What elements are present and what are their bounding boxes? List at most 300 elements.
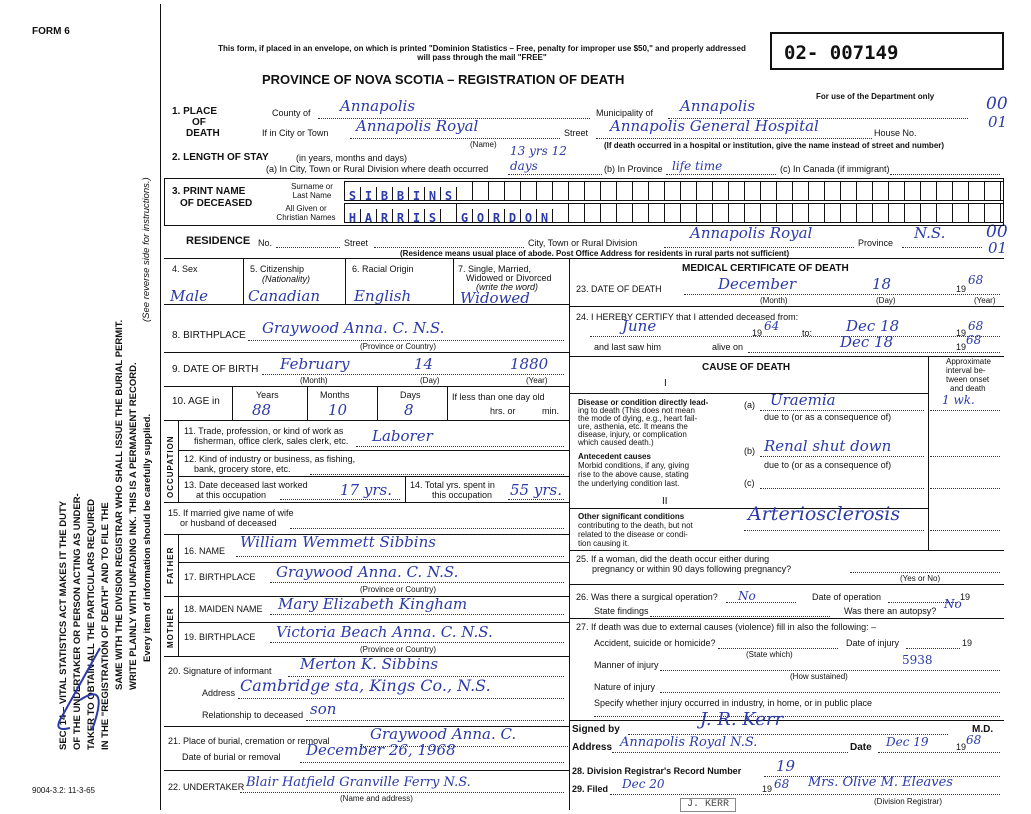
to-year-prefix: 19 (956, 328, 967, 338)
name-letter-cell: N (425, 187, 441, 201)
q25-label: pregnancy or within 90 days following pregnancy? (592, 564, 792, 574)
cond-label: which caused death.) (578, 438, 654, 447)
name-letter-cell (585, 204, 601, 222)
spouse-label: 15. If married give name of wife (168, 508, 294, 518)
name-letter-cell (505, 182, 521, 200)
name-letter-cell (937, 204, 953, 222)
mother-maiden-value: Mary Elizabeth Kingham (278, 595, 468, 613)
specify-label: Specify whether injury occurred in industry, in home, or in public place (594, 698, 872, 708)
stay-b-value: life time (672, 159, 723, 173)
margin-line (160, 4, 161, 810)
dob-month: February (280, 355, 350, 373)
years-label: Years (256, 390, 279, 400)
name-letter-cell (585, 182, 601, 200)
margin-text: (See reverse side for instructions.) (141, 177, 152, 322)
father-name-label: 16. NAME (184, 546, 226, 556)
relationship-label: Relationship to deceased (202, 710, 304, 720)
month-label: (Month) (760, 296, 788, 305)
margin-text: OF THE UNDERTAKER OR PERSON ACTING AS UNDER- (72, 493, 83, 750)
accident-label: Accident, suicide or homicide? (594, 638, 716, 648)
given-grid (344, 203, 1004, 223)
name-letter-cell (713, 182, 729, 200)
name-letter-cell (825, 204, 841, 222)
margin-text: IN THE "REGISTRATION OF DEATH" AND TO FILE THE (100, 502, 111, 750)
death-year-prefix: 19 (956, 284, 967, 294)
op-date-label: Date of operation (812, 592, 882, 602)
mail-notice: This form, if placed in an envelope, on which is printed "Dominion Statistics – Free, penalty for improper use $50," and properly addressed will pass through the mail "FREE" (218, 44, 746, 62)
name-letter-cell (809, 204, 825, 222)
mother-maiden-label: 18. MAIDEN NAME (184, 604, 263, 614)
name-letter-cell (633, 204, 649, 222)
name-letter-cell (841, 204, 857, 222)
autopsy-value: No (944, 597, 962, 611)
cond-label: the mode of dying, e.g., heart fail- (578, 414, 698, 423)
death-year: 68 (968, 273, 984, 287)
q13-label: 13. Date deceased last worked (184, 480, 308, 490)
name-letter-cell (617, 182, 633, 200)
birthplace-label: 8. BIRTHPLACE (172, 330, 246, 341)
father-birthplace-label: 17. BIRTHPLACE (184, 572, 256, 582)
cond-label: ing to death (This does not mean (578, 406, 695, 415)
op-year-prefix: 19 (960, 592, 971, 602)
doctor-address: Annapolis Royal N.S. (620, 735, 758, 750)
dept-code: 00 (986, 222, 1008, 242)
to-year: 68 (968, 319, 984, 333)
name-letter-cell: B (393, 187, 409, 201)
name-letter-cell (857, 182, 873, 200)
name-letter-cell: R (489, 209, 505, 223)
interval-a: 1 wk. (942, 393, 975, 407)
name-letter-cell: O (473, 209, 489, 223)
dept-code: 01 (988, 113, 1008, 131)
state-which-label: (State which) (746, 650, 793, 659)
residence-street-label: Street (344, 238, 369, 248)
other-label: Other significant conditions (578, 512, 685, 521)
marital-label: (write the word) (476, 282, 539, 292)
stay-a-label: (a) In City, Town or Rural Division where death occurred (266, 164, 489, 174)
q14-label: this occupation (432, 490, 493, 500)
municipality-label: Municipality of (596, 108, 654, 118)
name-letter-cell: I (409, 187, 425, 201)
name-letter-cell: R (377, 209, 393, 223)
manner-label: Manner of injury (594, 660, 659, 670)
name-letter-cell (553, 204, 569, 222)
q27-label: 27. If death was due to external causes (violence) fill in also the following: – (576, 622, 877, 632)
roman-ii: II (662, 496, 668, 507)
name-letter-cell (857, 204, 873, 222)
stay-label: 2. LENGTH OF STAY (172, 152, 269, 163)
name-letter-cell: N (537, 209, 553, 223)
name-letter-cell (697, 204, 713, 222)
name-letter-cell: D (505, 209, 521, 223)
signature-scribble (40, 640, 120, 740)
injury-year-prefix: 19 (962, 638, 973, 648)
name-letter-cell (649, 182, 665, 200)
name-letter-cell (681, 204, 697, 222)
surname-grid (344, 181, 1004, 201)
informant-address-label: Address (202, 688, 236, 698)
name-letter-cell (697, 182, 713, 200)
stay-a-value: 13 yrs 12 days (510, 144, 567, 173)
alive-on: Dec 18 (840, 333, 894, 351)
margin-text: WRITE PLAINLY WITH UNFADING INK. THIS IS A PERMANENT RECORD. (128, 362, 139, 690)
name-letter-cell (457, 182, 473, 200)
name-letter-cell (713, 204, 729, 222)
dept-use-label: For use of the Department only (816, 92, 935, 101)
name-letter-cell (761, 204, 777, 222)
mother-birthplace-sub: (Province or Country) (360, 645, 437, 654)
q13-label: at this occupation (196, 490, 267, 500)
residence-province-label: Province (858, 238, 894, 248)
other-label: related to the disease or condi- (578, 530, 688, 539)
registration-number: 02- 007149 (784, 42, 899, 64)
to-label: to: (802, 328, 813, 338)
interval-label: interval be- (946, 366, 986, 375)
interval-label: Approximate (946, 357, 991, 366)
last-saw-label: and last saw him (594, 342, 662, 352)
from-year-prefix: 19 (752, 328, 763, 338)
q11-label: 11. Trade, profession, or kind of work as (184, 426, 344, 436)
name-letter-cell (905, 204, 921, 222)
undertaker-label: 22. UNDERTAKER (168, 782, 245, 792)
name-letter-cell (985, 204, 1001, 222)
cause-c-label: (c) (744, 478, 755, 488)
day-label: (Day) (876, 296, 896, 305)
stay-b-label: (b) In Province (604, 164, 663, 174)
signed-year: 68 (966, 733, 982, 747)
name-letter-cell (777, 182, 793, 200)
name-letter-cell (601, 204, 617, 222)
min-label: min. (542, 406, 560, 416)
surname-label: Last Name (292, 191, 332, 200)
undertaker-sub: (Name and address) (340, 794, 413, 803)
name-letter-cell: B (377, 187, 393, 201)
q24-label: 24. I HEREBY CERTIFY that I attended deceased from: (576, 312, 799, 322)
name-letter-cell: I (409, 209, 425, 223)
name-letter-cell (937, 182, 953, 200)
age-years: 88 (252, 401, 272, 419)
name-letter-cell (665, 182, 681, 200)
residence-note: (Residence means usual place of abode. Post Office Address for residents in rural parts not sufficient) (400, 249, 790, 258)
q26-label: 26. Was there a surgical operation? (576, 592, 718, 602)
name-letter-cell (921, 182, 937, 200)
death-day: 18 (872, 275, 892, 293)
burial-place-label: 21. Place of burial, cremation or removal (168, 736, 330, 746)
q11-value: Laborer (372, 427, 433, 445)
print-code: 9004-3.2: 11-3-65 (32, 786, 96, 795)
name-letter-cell (489, 182, 505, 200)
given-label: All Given or (285, 204, 327, 213)
name-letter-cell (777, 204, 793, 222)
registration-number-box (770, 32, 1004, 70)
alive-on-label: alive on (712, 342, 744, 352)
given-label: Christian Names (276, 213, 336, 222)
days-label: Days (400, 390, 421, 400)
name-letter-cell: A (361, 209, 377, 223)
name-letter-cell (681, 182, 697, 200)
column-divider (569, 258, 570, 810)
registrar-signature: Mrs. Olive M. Eleaves (808, 775, 953, 790)
name-letter-cell (633, 182, 649, 200)
cause-title: CAUSE OF DEATH (702, 362, 791, 373)
name-letter-cell (473, 182, 489, 200)
yes-no-label: (Yes or No) (900, 574, 941, 583)
racial-label: 6. Racial Origin (352, 264, 414, 274)
name-letter-cell (793, 182, 809, 200)
occupation-side-label: OCCUPATION (166, 435, 175, 498)
burial-date-label: Date of burial or removal (182, 752, 281, 762)
birthplace-value: Graywood Anna. C. N.S. (262, 319, 445, 337)
margin-text: SAME WITH THE DIVISION REGISTRAR WHO SHALL ISSUE THE BURIAL PERMIT. (114, 319, 125, 690)
informant-address: Cambridge sta, Kings Co., N.S. (240, 676, 491, 695)
ante-label: Morbid conditions, if any, giving (578, 461, 690, 470)
name-letter-cell (889, 182, 905, 200)
due-to-label: due to (or as a consequence of) (764, 412, 892, 422)
day-label: (Day) (420, 376, 440, 385)
father-name-value: William Wemmett Sibbins (240, 533, 436, 551)
name-letter-cell (553, 182, 569, 200)
q26-value: No (738, 589, 756, 603)
cond-label: Disease or condition directly lead- (578, 398, 709, 407)
name-stamp: J. KERR (680, 798, 736, 812)
surname-label: Surname or (291, 182, 333, 191)
name-letter-cell (569, 182, 585, 200)
place-label: OF (192, 117, 206, 128)
name-letter-cell (745, 204, 761, 222)
name-letter-cell (953, 182, 969, 200)
place-label: 1. PLACE (172, 106, 218, 117)
father-birthplace-value: Graywood Anna. C. N.S. (276, 563, 459, 581)
marital-value: Widowed (460, 289, 530, 307)
name-letter-cell: S (425, 209, 441, 223)
name-letter-cell: O (521, 209, 537, 223)
other-label: tion causing it. (578, 539, 630, 548)
registrar-sub: (Division Registrar) (874, 797, 943, 806)
q14-value: 55 yrs. (510, 481, 562, 499)
from-month: June (622, 317, 657, 335)
cond-label: disease, injury, or complication (578, 430, 687, 439)
name-letter-cell (521, 182, 537, 200)
name-letter-cell: S (345, 187, 361, 201)
margin-text: TAKER TO OBTAIN ALL THE PARTICULARS REQUIRED (86, 498, 97, 750)
name-letter-cell (617, 204, 633, 222)
how-sustained-label: (How sustained) (790, 672, 848, 681)
dob-day: 14 (414, 355, 434, 373)
name-letter-cell (841, 182, 857, 200)
name-letter-cell (873, 204, 889, 222)
name-letter-cell (729, 204, 745, 222)
form-title: PROVINCE OF NOVA SCOTIA – REGISTRATION OF DEATH (262, 72, 625, 87)
to-date: Dec 18 (846, 317, 900, 335)
interval-label: and death (950, 384, 986, 393)
alive-year: 68 (966, 333, 982, 347)
name-letter-cell: S (441, 187, 457, 201)
residence-province-value: N.S. (914, 224, 946, 242)
place-label: DEATH (186, 128, 220, 139)
nature-label: Nature of injury (594, 682, 656, 692)
name-letter-cell (441, 204, 457, 222)
hospital-note: (If death occurred in a hospital or institution, give the name instead of street and number) (604, 141, 945, 150)
print-name-label: 3. PRINT NAME (172, 186, 246, 197)
residence-label: RESIDENCE (186, 235, 251, 247)
informant-signature-label: 20. Signature of informant (168, 666, 272, 676)
relationship-value: son (310, 700, 337, 718)
ante-label: Antecedent causes (578, 452, 651, 461)
name-letter-cell (729, 182, 745, 200)
name-letter-cell (809, 182, 825, 200)
name-letter-cell: G (457, 209, 473, 223)
name-letter-cell: H (345, 209, 361, 223)
marital-label: Widowed or Divorced (466, 273, 552, 283)
residence-no-label: No. (258, 238, 273, 248)
name-letter-cell (905, 182, 921, 200)
name-letter-cell (601, 182, 617, 200)
father-side-label: FATHER (166, 546, 175, 584)
other-label: contributing to the death, but not (578, 521, 693, 530)
q11-label: fisherman, office clerk, sales clerk, etc. (194, 436, 349, 446)
date-label: Date (850, 742, 872, 753)
citizenship-label: 5. Citizenship (250, 264, 305, 274)
hrs-label: hrs. or (490, 406, 516, 416)
ante-label: the underlying condition last. (578, 479, 680, 488)
name-letter-cell (761, 182, 777, 200)
manner-code: 5938 (902, 653, 933, 667)
state-findings-label: State findings (594, 606, 649, 616)
roman-i: I (664, 378, 667, 389)
signed-year-prefix: 19 (956, 742, 967, 752)
interval-label: tween onset (946, 375, 990, 384)
q13-value: 17 yrs. (340, 481, 392, 499)
marital-label: 7. Single, Married, (458, 264, 532, 274)
name-letter-cell (921, 204, 937, 222)
month-label: (Month) (300, 376, 328, 385)
sex-label: 4. Sex (172, 264, 198, 274)
signed-date: Dec 19 (886, 735, 929, 749)
address-label: Address (572, 742, 613, 753)
citizenship-value: Canadian (248, 287, 321, 305)
due-to-label: due to (or as a consequence of) (764, 460, 892, 470)
dob-label: 9. DATE OF BIRTH (172, 364, 259, 375)
autopsy-label: Was there an autopsy? (844, 606, 937, 616)
name-letter-cell: R (393, 209, 409, 223)
name-letter-cell (745, 182, 761, 200)
undertaker-value: Blair Hatfield Granville Ferry N.S. (246, 775, 471, 790)
name-letter-cell: I (361, 187, 377, 201)
burial-date: December 26, 1968 (306, 741, 456, 759)
street-value: Annapolis General Hospital (610, 117, 819, 135)
county-value: Annapolis (340, 97, 416, 115)
residence-city-value: Annapolis Royal (690, 224, 813, 242)
name-letter-cell (665, 204, 681, 222)
medical-title: MEDICAL CERTIFICATE OF DEATH (682, 263, 849, 274)
dept-code: 00 (986, 94, 1008, 114)
spouse-label: or husband of deceased (180, 518, 277, 528)
dept-code: 01 (988, 239, 1008, 257)
record-number: 19 (776, 757, 796, 775)
racial-value: English (354, 287, 412, 305)
house-label: House No. (874, 128, 917, 138)
birthplace-sub: (Province or Country) (360, 342, 437, 351)
county-label: County of (272, 108, 311, 118)
name-letter-cell (569, 204, 585, 222)
age-months: 10 (328, 401, 348, 419)
signed-value: J. R. Kerr (700, 709, 784, 730)
q25-label: 25. If a woman, did the death occur either during (576, 554, 770, 564)
print-name-label: OF DECEASED (180, 198, 253, 209)
filed-year: 68 (774, 777, 790, 791)
year-label: (Year) (974, 296, 996, 305)
citizenship-sub: (Nationality) (262, 274, 311, 284)
name-letter-cell (969, 182, 985, 200)
name-letter-cell (889, 204, 905, 222)
stay-sub: (in years, months and days) (296, 153, 408, 163)
name-letter-cell (537, 182, 553, 200)
burial-place: Graywood Anna. C. (370, 725, 517, 743)
from-year: 64 (764, 319, 780, 333)
city-value: Annapolis Royal (356, 117, 479, 135)
md-label: M.D. (972, 724, 994, 735)
signed-label: Signed by (572, 724, 620, 735)
cause-a-label: (a) (744, 400, 755, 410)
q12-label: bank, grocery store, etc. (194, 464, 291, 474)
cause-b: Renal shut down (764, 437, 892, 455)
cause-other: Arteriosclerosis (748, 503, 901, 525)
municipality-value: Annapolis (680, 97, 756, 115)
cause-b-label: (b) (744, 446, 755, 456)
name-letter-cell (825, 182, 841, 200)
name-letter-cell (985, 182, 1001, 200)
months-label: Months (320, 390, 350, 400)
injury-date-label: Date of injury (846, 638, 900, 648)
q28-label: 28. Division Registrar's Record Number (572, 766, 742, 776)
age-days: 8 (404, 401, 414, 419)
q29-label: 29. Filed (572, 784, 609, 794)
street-label: Street (564, 128, 589, 138)
name-letter-cell (793, 204, 809, 222)
city-label: If in City or Town (262, 128, 329, 138)
form-number: FORM 6 (32, 26, 70, 37)
margin-text: Every item of information should be carefully supplied. (142, 413, 153, 662)
father-birthplace-sub: (Province or Country) (360, 585, 437, 594)
name-letter-cell (649, 204, 665, 222)
mother-birthplace-label: 19. BIRTHPLACE (184, 632, 256, 642)
alive-year-prefix: 19 (956, 342, 967, 352)
mother-side-label: MOTHER (166, 607, 175, 648)
stay-c-label: (c) In Canada (if immigrant) (780, 164, 890, 174)
q14-label: 14. Total yrs. spent in (410, 480, 495, 490)
filed-date: Dec 20 (622, 777, 665, 791)
q12-label: 12. Kind of industry or business, as fishing, (184, 454, 356, 464)
informant-signature: Merton K. Sibbins (300, 655, 439, 673)
cause-a: Uraemia (770, 391, 836, 409)
age-label: 10. AGE in (172, 396, 220, 407)
name-letter-cell (969, 204, 985, 222)
ante-label: rise to the above cause, stating (578, 470, 689, 479)
name-sub: (Name) (470, 140, 497, 149)
less-than-day: If less than one day old (452, 392, 545, 402)
name-letter-cell (953, 204, 969, 222)
cond-label: ure, asthenia, etc. It means the (578, 422, 688, 431)
death-month: December (718, 275, 797, 293)
name-letter-cell (873, 182, 889, 200)
sex-value: Male (170, 287, 208, 305)
death-date-label: 23. DATE OF DEATH (576, 284, 662, 294)
year-label: (Year) (526, 376, 548, 385)
dob-year: 1880 (510, 355, 549, 373)
margin-text: SEC. 14 – VITAL STATISTICS ACT MAKES IT THE DUTY (58, 500, 69, 750)
residence-city-label: City, Town or Rural Division (528, 238, 638, 248)
mother-birthplace-value: Victoria Beach Anna. C. N.S. (276, 623, 493, 641)
